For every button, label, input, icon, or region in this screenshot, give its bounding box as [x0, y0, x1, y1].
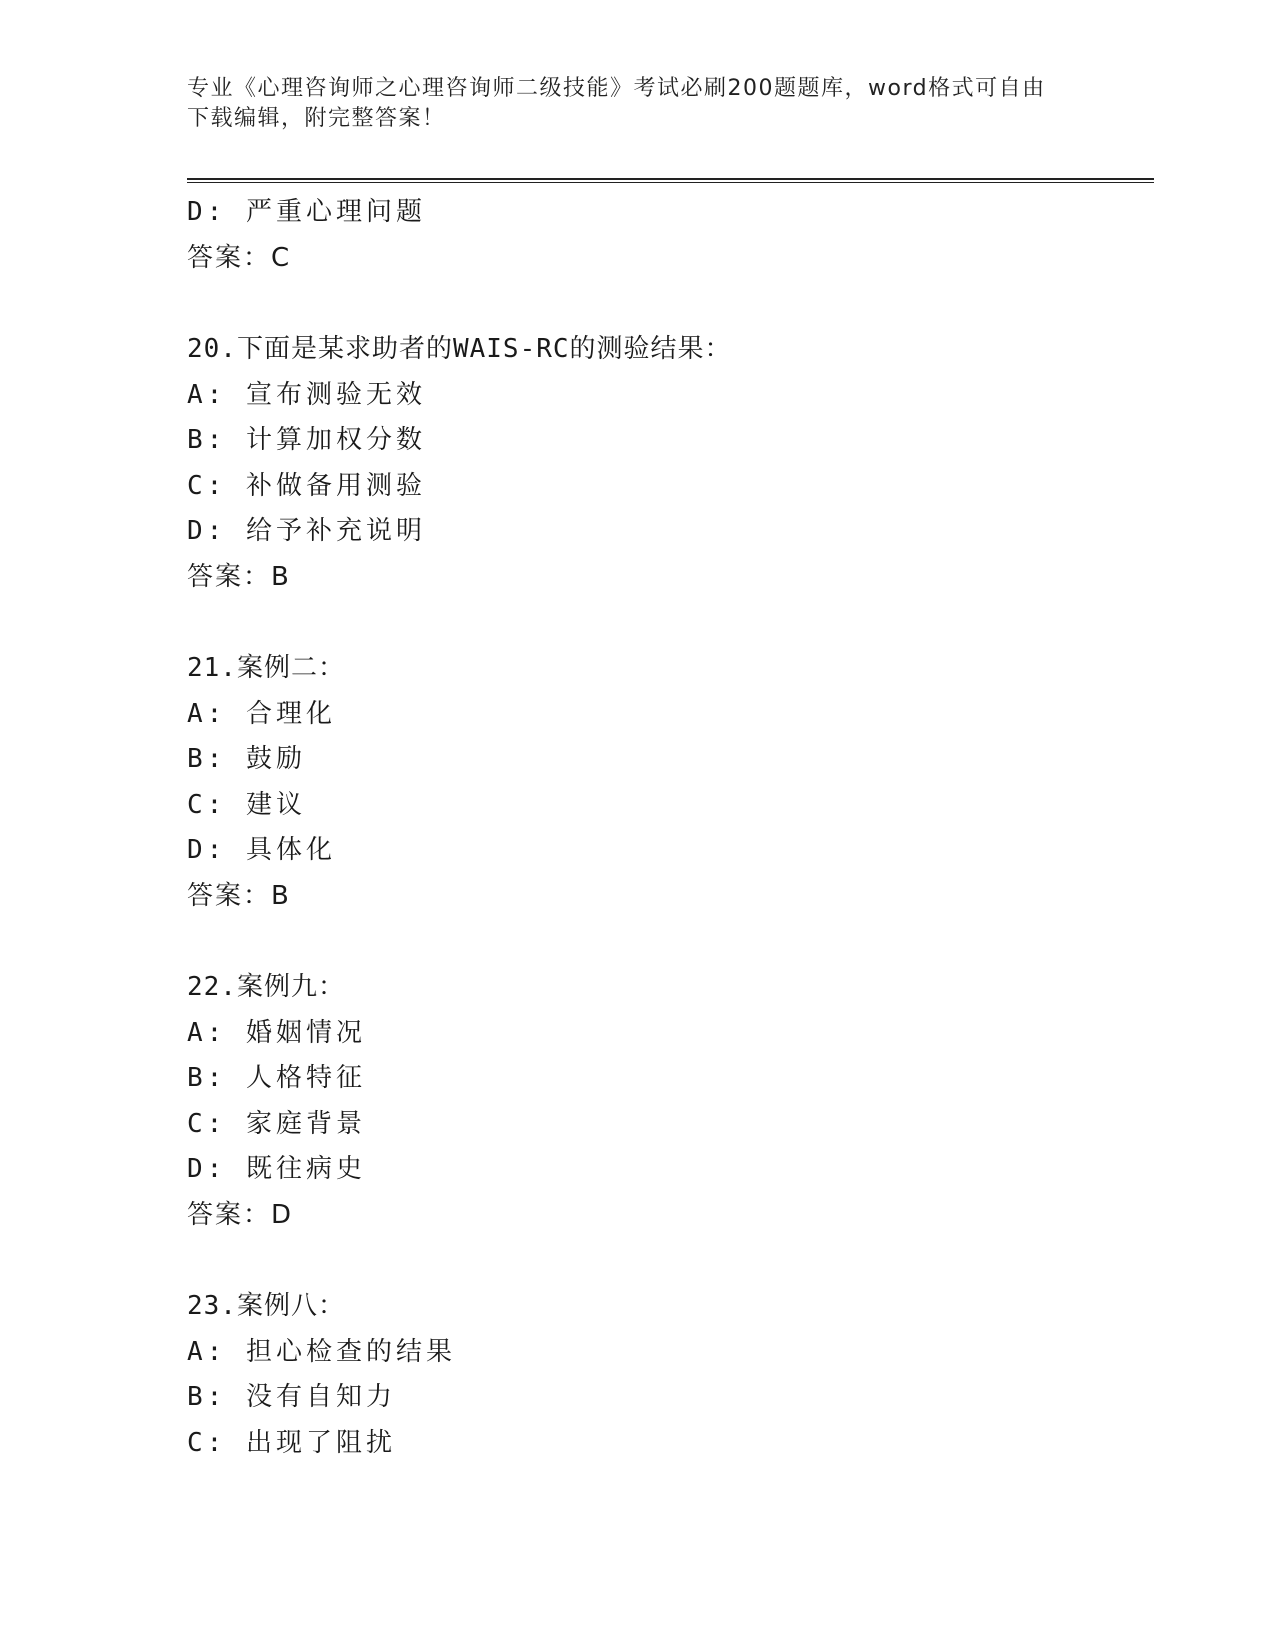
option-b: B: 计算加权分数: [187, 425, 426, 455]
answer: 答案：B: [187, 880, 291, 911]
option-c: C: 建议: [187, 789, 306, 820]
answer: 答案：B: [187, 561, 291, 592]
option-c: C: 出现了阻扰: [187, 1427, 396, 1458]
option-d: D: 给予补充说明: [187, 516, 426, 546]
question-stem: 23.案例八：: [187, 1291, 345, 1321]
question-stem: 22.案例九：: [187, 972, 345, 1002]
option-b: B: 鼓励: [187, 744, 306, 774]
header-rule: [187, 178, 1154, 183]
option-a: A: 担心检查的结果: [187, 1336, 456, 1367]
question-stem: 21.案例二：: [187, 653, 345, 683]
answer: 答案：C: [187, 242, 292, 273]
question-list: [187, 190, 1154, 1466]
option-c: C: 家庭背景: [187, 1108, 366, 1139]
option-c: C: 补做备用测验: [187, 470, 426, 501]
option-a: A: 婚姻情况: [187, 1017, 366, 1048]
document-header: 专业《心理咨询师之心理咨询师二级技能》考试必刷200题题库，word格式可自由下载编辑，附完整答案！: [187, 76, 1046, 131]
option-b: B: 人格特征: [187, 1063, 366, 1093]
option-a: A: 宣布测验无效: [187, 379, 426, 410]
option-d: D: 既往病史: [187, 1154, 366, 1184]
option-d: D: 严重心理问题: [187, 197, 426, 227]
option-b: B: 没有自知力: [187, 1382, 396, 1412]
answer: 答案：D: [187, 1199, 294, 1230]
option-a: A: 合理化: [187, 698, 336, 729]
question-stem: 20.下面是某求助者的WAIS-RC的测验结果：: [187, 334, 732, 364]
option-d: D: 具体化: [187, 835, 336, 865]
